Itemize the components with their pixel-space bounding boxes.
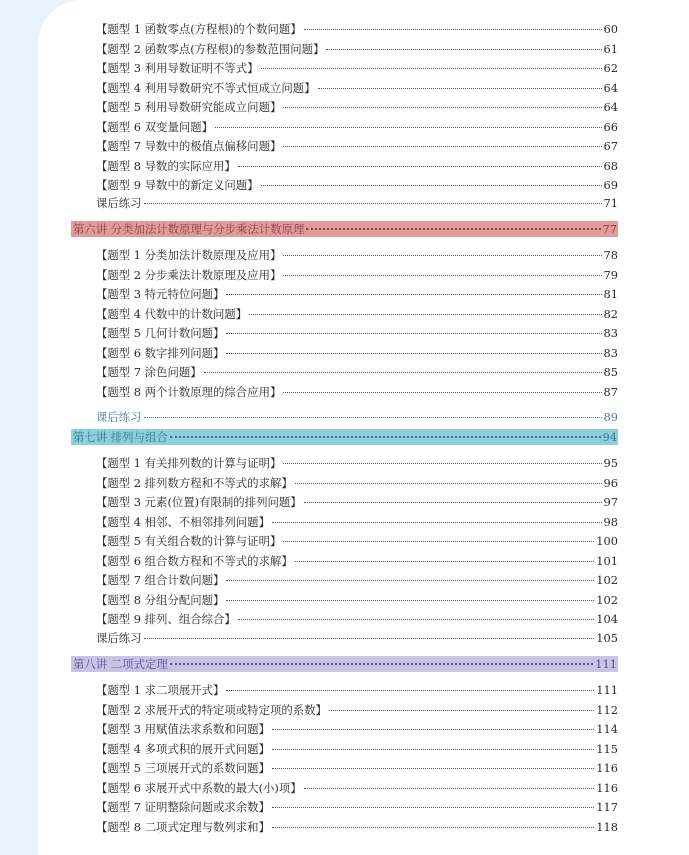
- toc-entry[interactable]: [96, 306, 618, 322]
- dot-leader: [170, 663, 594, 665]
- toc-entry-title: 【题型 6 组合数方程和不等式的求解】: [96, 553, 293, 568]
- toc-entry-title: 【题型 6 数字排列问题】: [96, 345, 225, 360]
- dot-leader: [283, 255, 601, 256]
- dot-leader: [283, 541, 594, 542]
- toc-entry[interactable]: [96, 21, 618, 37]
- toc-entry-title: 【题型 2 求展开式的特定项或特定项的系数】: [96, 702, 327, 717]
- dot-leader: [204, 372, 602, 373]
- toc-entry-page: 102: [596, 573, 618, 587]
- toc-entry-page: 68: [603, 158, 618, 173]
- dot-leader: [326, 49, 601, 50]
- toc-entry-page: 114: [596, 722, 618, 736]
- dot-leader: [261, 68, 602, 69]
- practice-entry-page: 89: [603, 410, 618, 424]
- toc-entry[interactable]: [96, 760, 618, 776]
- dot-leader: [226, 600, 594, 601]
- dot-leader: [170, 436, 601, 438]
- toc-entry-title: 【题型 6 求展开式中系数的最大(小)项】: [96, 780, 302, 795]
- toc-entry[interactable]: [96, 611, 618, 627]
- dot-leader: [272, 749, 594, 750]
- dot-leader: [261, 185, 602, 186]
- dot-leader: [304, 502, 602, 503]
- dot-leader: [283, 392, 601, 393]
- dot-leader: [226, 353, 601, 354]
- toc-entry-page: 102: [596, 592, 618, 607]
- toc-entry[interactable]: [96, 177, 618, 193]
- practice-entry-title: 课后练习: [96, 631, 142, 645]
- toc-entry-page: 96: [603, 475, 618, 490]
- section-heading[interactable]: [71, 656, 618, 672]
- dot-leader: [272, 768, 594, 769]
- toc-entry[interactable]: [96, 247, 618, 263]
- dot-leader: [144, 417, 602, 418]
- toc-entry-page: 62: [603, 61, 618, 75]
- toc-entry[interactable]: [96, 384, 618, 400]
- toc-entry[interactable]: [96, 702, 618, 718]
- toc-entry-page: 116: [596, 761, 618, 775]
- toc-entry[interactable]: [96, 158, 618, 174]
- toc-entry-page: 101: [596, 553, 618, 568]
- dot-leader: [226, 580, 594, 581]
- toc-entry-title: 【题型 4 相邻、不相邻排列问题】: [96, 514, 270, 529]
- toc-entry[interactable]: [96, 553, 618, 569]
- toc-entry-title: 【题型 5 利用导数研究能成立问题】: [96, 100, 282, 114]
- toc-entry-page: 112: [596, 702, 618, 717]
- dot-leader: [226, 294, 601, 295]
- section-heading-title: 第七讲 排列与组合: [73, 430, 168, 444]
- toc-entry-title: 【题型 8 导数的实际应用】: [96, 158, 236, 173]
- section-heading[interactable]: [71, 429, 618, 445]
- toc-entry-page: 66: [603, 119, 618, 134]
- dot-leader: [215, 127, 601, 128]
- toc-entry-title: 【题型 3 用赋值法求系数和问题】: [96, 722, 270, 736]
- section-heading[interactable]: [71, 221, 618, 237]
- toc-entry-page: 104: [596, 612, 618, 626]
- toc-entry-title: 【题型 8 二项式定理与数列求和】: [96, 819, 270, 834]
- dot-leader: [272, 729, 594, 730]
- toc-entry-title: 【题型 1 求二项展开式】: [96, 683, 225, 697]
- dot-leader: [226, 333, 601, 334]
- toc-entry-page: 82: [603, 306, 618, 321]
- dot-leader: [295, 483, 602, 484]
- toc-entry-title: 【题型 8 两个计数原理的综合应用】: [96, 384, 282, 399]
- toc-entry-page: 95: [603, 456, 618, 470]
- dot-leader: [238, 166, 602, 167]
- dot-leader: [272, 827, 594, 828]
- practice-entry[interactable]: [96, 409, 618, 425]
- toc-entry[interactable]: [96, 138, 618, 154]
- toc-entry-title: 【题型 4 利用导数研究不等式恒成立问题】: [96, 80, 316, 95]
- toc-entry[interactable]: [96, 475, 618, 491]
- toc-entry-title: 【题型 3 特元特位问题】: [96, 287, 225, 301]
- practice-entry[interactable]: [96, 195, 618, 211]
- dot-leader: [306, 228, 600, 230]
- toc-entry-page: 85: [603, 365, 618, 379]
- toc-entry-title: 【题型 1 分类加法计数原理及应用】: [96, 248, 282, 262]
- toc-entry[interactable]: [96, 60, 618, 76]
- dot-leader: [304, 788, 595, 789]
- toc-entry-title: 【题型 9 排列、组合综合】: [96, 612, 236, 626]
- toc-entry-page: 61: [603, 41, 618, 56]
- toc-entry[interactable]: [96, 494, 618, 510]
- section-heading-page: 111: [595, 657, 617, 671]
- toc-entry-page: 100: [596, 534, 618, 548]
- toc-entry[interactable]: [96, 286, 618, 302]
- toc-entry-title: 【题型 6 双变量问题】: [96, 119, 214, 134]
- toc-entry-page: 98: [603, 514, 618, 529]
- dot-leader: [304, 29, 602, 30]
- toc-entry[interactable]: [96, 41, 618, 57]
- toc-entry-page: 83: [603, 326, 618, 340]
- toc-entry[interactable]: [96, 455, 618, 471]
- toc-entry-title: 【题型 8 分组分配问题】: [96, 592, 225, 607]
- toc-entry[interactable]: [96, 514, 618, 530]
- dot-leader: [318, 88, 602, 89]
- section-heading-page: 94: [602, 430, 617, 444]
- toc-entry-title: 【题型 7 导数中的极值点偏移问题】: [96, 139, 282, 153]
- toc-entry-page: 111: [596, 683, 618, 697]
- toc-entry-title: 【题型 5 三项展开式的系数问题】: [96, 761, 270, 775]
- toc-entry[interactable]: [96, 721, 618, 737]
- toc-entry-title: 【题型 5 几何计数问题】: [96, 326, 225, 340]
- dot-leader: [283, 107, 601, 108]
- practice-entry-page: 71: [603, 196, 618, 210]
- toc-entry[interactable]: [96, 345, 618, 361]
- toc-entry[interactable]: [96, 799, 618, 815]
- toc-entry[interactable]: [96, 364, 618, 380]
- toc-entry-page: 97: [603, 495, 618, 509]
- dot-leader: [283, 146, 601, 147]
- toc-entry-page: 78: [603, 248, 618, 262]
- dot-leader: [238, 619, 594, 620]
- toc-entry-page: 67: [603, 139, 618, 153]
- toc-entry-title: 【题型 2 排列数方程和不等式的求解】: [96, 475, 293, 490]
- section-heading-title: 第六讲 分类加法计数原理与分步乘法计数原理: [73, 222, 305, 236]
- practice-entry-title: 课后练习: [96, 196, 142, 210]
- dot-leader: [249, 314, 601, 315]
- toc-entry[interactable]: [96, 682, 618, 698]
- toc-entry-page: 83: [603, 345, 618, 360]
- toc-entry[interactable]: [96, 819, 618, 835]
- dot-leader: [144, 638, 595, 639]
- practice-entry-title: 课后练习: [96, 410, 142, 424]
- toc-entry[interactable]: [96, 533, 618, 549]
- section-heading-title: 第八讲 二项式定理: [73, 657, 168, 671]
- toc-entry-title: 【题型 5 有关组合数的计算与证明】: [96, 534, 282, 548]
- practice-entry-page: 105: [596, 631, 618, 645]
- toc-entry-page: 64: [603, 80, 618, 95]
- toc-entry-page: 79: [603, 267, 618, 282]
- dot-leader: [295, 561, 595, 562]
- toc-entry-page: 116: [596, 780, 618, 795]
- dot-leader: [329, 710, 594, 711]
- toc-entry-page: 118: [596, 819, 618, 834]
- toc-entry[interactable]: [96, 741, 618, 757]
- toc-entry[interactable]: [96, 267, 618, 283]
- toc-entry[interactable]: [96, 780, 618, 796]
- toc-entry-page: 69: [603, 178, 618, 192]
- toc-entry[interactable]: [96, 325, 618, 341]
- toc-entry-title: 【题型 7 涂色问题】: [96, 365, 202, 379]
- toc-entry-title: 【题型 1 函数零点(方程根)的个数问题】: [96, 22, 302, 36]
- toc-entry-title: 【题型 1 有关排列数的计算与证明】: [96, 456, 282, 470]
- dot-leader: [272, 522, 602, 523]
- toc-entry-page: 115: [596, 741, 618, 756]
- toc-entry-page: 60: [603, 22, 618, 36]
- dot-leader: [272, 807, 594, 808]
- toc-entry-title: 【题型 7 组合计数问题】: [96, 573, 225, 587]
- toc-entry-page: 81: [603, 287, 618, 301]
- toc-entry-title: 【题型 9 导数中的新定义问题】: [96, 178, 259, 192]
- toc-entry[interactable]: [96, 99, 618, 115]
- toc-entry-page: 64: [603, 100, 618, 114]
- section-heading-page: 77: [602, 222, 617, 236]
- dot-leader: [144, 203, 602, 204]
- dot-leader: [283, 463, 601, 464]
- toc-entry-title: 【题型 3 元素(位置)有限制的排列问题】: [96, 495, 302, 509]
- dot-leader: [283, 275, 601, 276]
- toc-entry-page: 87: [603, 384, 618, 399]
- toc-entry[interactable]: [96, 572, 618, 588]
- toc-entry[interactable]: [96, 592, 618, 608]
- toc-entry-title: 【题型 7 证明整除问题或求余数】: [96, 800, 270, 814]
- toc-entry[interactable]: [96, 119, 618, 135]
- practice-entry[interactable]: [96, 630, 618, 646]
- toc-entry-title: 【题型 3 利用导数证明不等式】: [96, 61, 259, 75]
- toc-entry[interactable]: [96, 80, 618, 96]
- toc-entry-page: 117: [596, 800, 618, 814]
- toc-entry-title: 【题型 4 多项式积的展开式问题】: [96, 741, 270, 756]
- toc-entry-title: 【题型 2 函数零点(方程根)的参数范围问题】: [96, 41, 325, 56]
- toc-entry-title: 【题型 4 代数中的计数问题】: [96, 306, 248, 321]
- dot-leader: [226, 690, 594, 691]
- toc-entry-title: 【题型 2 分步乘法计数原理及应用】: [96, 267, 282, 282]
